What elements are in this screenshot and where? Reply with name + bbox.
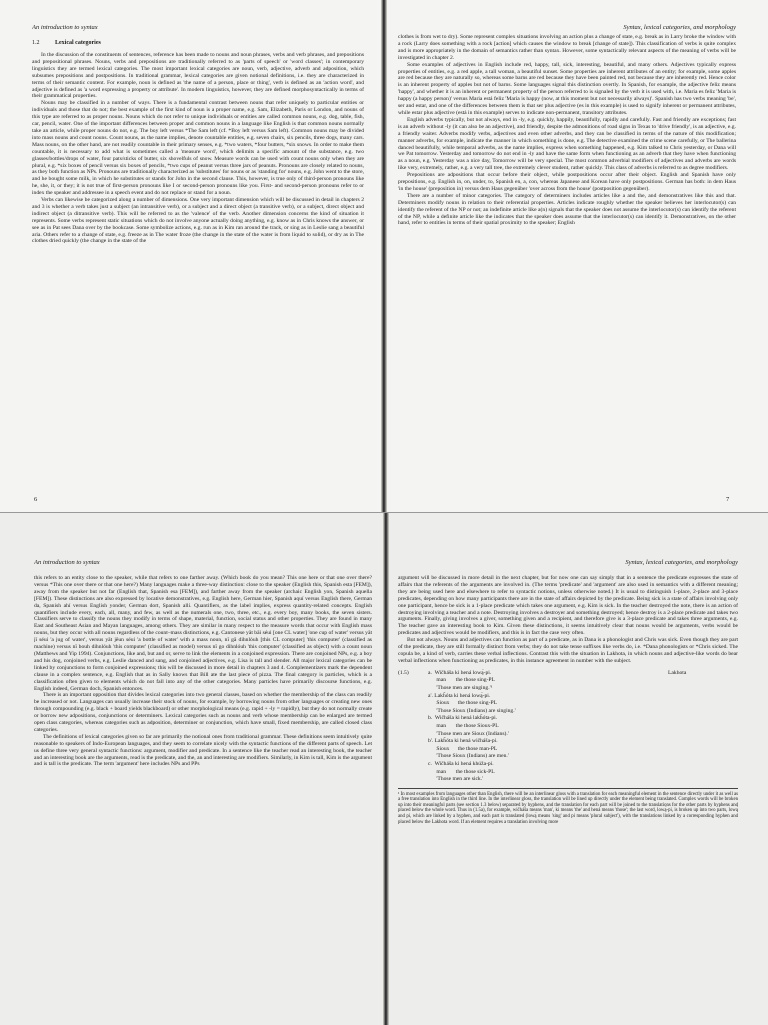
example-line: man the those sick-PL: [428, 768, 495, 775]
example-line: 'Those Sioux (Indians) are men.': [428, 753, 509, 760]
paragraph: In the discussion of the constituents of sentences, reference has been made to nouns and noun phrases, verbs and verb phrases, and prepositions and prepositional phrases. Nouns, verbs and prepositions are traditionally referred to as 'parts of speech' or 'word classes'; in contemporary linguistics they are termed lexical categories. The most important lexical categories are noun, verb, adjective, adverb and adposition, which subsumes prepositions and postpositions. In traditional grammar, lexical categories are given notional definitions, i.e. they are characterized in terms of their semantic content. For example, noun is defined as 'the name of a person, place or thing', verb is defined as an 'action word', and adjective is defined as 'a word expressing a property or attribute'. In modern linguistics, however, they are defined morphosyntactically in terms of their grammatical properties.: [32, 52, 364, 100]
paragraph: English adverbs typically, but not always, end in -ly, e.g. quickly, happily, beautifully, rapidly and carefully. Fast and friendly are exceptions; fast is an adverb without -ly (it can also be an adjective), and friendly, despite the admonitions of road signs in Texas to 'drive friendly', is an adjective, e.g. a friendly waiter. Adverbs modify verbs, adjectives and even other adverbs, and they can be classified in terms of the nature of this modification; manner adverbs, for example, indicate the manner in which something is done, e.g. The detective examined the crime scene carefully, or The ballerina danced beautifully, while temporal adverbs, as the name implies, express when something happened, e.g. Kim talked to Chris yesterday, or Dana will we Pat tomorrow. Yesterday and tomorrow do not end in -ly and have the same form when functioning as an adverb that they have when functioning as a noun, e.g. Yesterday was a nice day, Tomorrow will be very special. The most common adverbial modifiers of adjectives and adverbs are words like very, extremely, rather, e.g. a very tall tree, the extremely clever student, rather quickly. This class of adverbs is referred to as degree modifiers.: [398, 116, 736, 172]
book-spread-pages-8-9: [0, 512, 768, 1025]
page-number: 6: [34, 496, 38, 503]
example-line: 'Those Sioux (Indians) are singing.': [428, 707, 516, 714]
paragraph: But not always. Nouns and adjectives can function as part of a predicate, as in Dana is a phonologist and Chris was sick. Even though they are part of the predicate, they are still formally distinct from verbs; they do not take tense suffixes like verbs do, i.e. *Dana phonologists or *Chris sicked. The copula be, a kind of verb, carries these verbal inflections. Contrast this with the situation in Lakhota, in which nouns and adjective-like words do bear verbal inflections when functioning as predicates, in this instance agreement in number with the subject.: [398, 637, 738, 664]
page-9: [398, 559, 738, 1025]
example-line: Sioux the those man-PL: [428, 745, 498, 752]
page-7: [398, 24, 736, 512]
book-gutter: [381, 0, 387, 512]
paragraph: There are a number of minor categories. The category of determiners includes articles like a and the, and demonstratives like this and that. Determiners modify nouns in relation to their referential properties. Articles indicate roughly whether the speaker believes her interlocutor(s) can identify the referent of the NP or not; an indefinite article like a(n) signals that the speaker does not assume the interlocutor(s) can identify the referent of the NP, while a definite article like the indicates that the speaker does assume that the interlocutor(s) can identify it. Demonstratives, on the other hand, refer to entities in terms of their spatial proximity to the speaker; English: [398, 192, 736, 227]
section-heading: [32, 40, 364, 46]
paragraph: argument will be discussed in more detail in the next chapter, but for now one can say simply that in a sentence the predicate expresses the state of affairs that the referents of the arguments are involved in. (The terms 'predicate' and 'argument' are also used in semantics with a different meaning; they are being used here and elsewhere to refer to syntactic notions, unless otherwise noted.) It is usual to distinguish 1-place, 2-place and 3-place predicates, depending on how many participants there are in the state of affairs depicted by the predicate. Being sick is a state of affairs involving only one participant, hence be sick is a 1-place predicate which takes one argument, e.g. Kim is sick. In the teacher destroyed the note, there is an action of destroying involving a teacher and a note. Destroying involves a destroyer and something destroyed; hence destroy is a 2-place predicate and takes two arguments. Finally, giving involves a giver, something given and a recipient, and therefore give is a 3-place predicate and takes three arguments, e.g. The teacher gave an interesting book to Kim. Given these distinctions, it seems intuitively clear that nouns would be arguments, verbs would be predicates and adjectives would be modifiers, and this is in fact the case very often.: [398, 575, 738, 637]
page-number: 7: [726, 496, 730, 503]
paragraph: Verbs can likewise be categorized along a number of dimensions. One very important dimension which will be discussed in detail in chapters 2 and 3 is whether a verb takes just a subject (an intransitive verb), or a subject and a direct object (a transitive verb), or a subject, direct object and indirect object (a ditransitive verb). This will be referred to as the 'valence' of the verb. Another dimension concerns the kind of situation it represents. Some verbs represent static situations which do not involve anyone actually doing anything, e.g. know as in Chris knows the answer, or see as in Pat sees Dana over by the bookcase. Some symbolize actions, e.g. run as in Kim ran around the track, or sing as in Leslie sang a beautiful aria. Others refer to a change of state, e.g. freeze as in The water froze (the change in the state of the water is from liquid to solid), or dry as in The clothes dried quickly (the change in the state of the: [32, 197, 364, 245]
example-line: b. Wičháša ki hená lakȟóta-pi.: [428, 715, 498, 722]
paragraph: Prepositions are adpositions that occur before their object, while postpositions occur after their object. English and Spanish have only prepositions, e.g. English in, on, under, to, Spanish en, a, con, whereas Japanese and Korean have only postpositions. German has both: in dem Haus 'in the house' (preposition in) versus dem Haus gegenüber 'over across from the house' (postposition gegenüber).: [398, 172, 736, 192]
example-line: 'Those men are sick.': [428, 776, 484, 783]
paragraph: this refers to an entity close to the speaker, while that refers to one farther away. (Which book do you mean? This one here or that one over there? versus *This one over there or that one here?) Many languages make a three-way distinction: close to the speaker (English this, Spanish esta [FEM]), away from the speaker but not far (English that, Spanish esa [FEM]), and farther away from the speaker (archaic English yon, Spanish aquella [FEM]). These distinctions are also expressed by locative demonstratives, e.g. English here, German hier, Spanish aquí versus English there, German da, Spanish ahí versus English yonder, German dort, Spanish allí. Quantifiers, as the label implies, express quantity-related concepts. English quantifiers include every, each, all, many, and few, as well as the numerals one, two, three, etc., e.g. every boy, many books, the seven sisters. Classifiers serve to classify the nouns they modify in terms of shape, material, function, social status and other properties. They are found in many East and Southeast Asian and Mayan languages, among others. They are similar in many respect to the measure words that occur with English mass nouns, but they occur with all nouns regardless of the count–mass distinctions, e.g. Cantonese yāt bāi séui [one CL water] 'one cup of water' versus yāt jī séui 'a jug of water', versus yāt jēun séui 'a bottle of water' with a mass noun, nī gā dihnlóuh [this CL computer] 'this computer' (classified as machine) versus nī bouh dihnlóuh 'this computer' (classified as model) versus nī go dihnlóuh 'this computer' (classified as object) with a count noun (Matthews and Yip 1994). Conjunctions, like and, but and or, serve to link the elements in a conjoined expression. There are conjoined NPs, e.g. a boy and his dog, conjoined verbs, e.g. Leslie danced and sang, and conjoined adjectives, e.g. Lisa is tall and slender. All major lexical categories can be linked by conjunctions to form conjoined expressions; this will be discussed in more detail in chapters 3 and 4. Complementizers mark the dependent clause in a complex sentence, e.g. English that as in Sally knows that Bill ate the last piece of pizza. The final category is particles, which is a classification often given to elements which do not fall into any of the other categories. Many particles have primarily discourse functions, e.g. English indeed, German doch, Spanish entonces.: [34, 575, 372, 692]
example-line: 'Those men are singing.'¹: [428, 684, 493, 691]
example-block: [398, 670, 738, 784]
example-line: c. Wičháša ki hená khúža-pi.: [428, 760, 494, 767]
book-gutter: [383, 513, 389, 1025]
paragraph: There is an important opposition that divides lexical categories into two general classes, based on whether the membership of the class can readily be increased or not. Languages can usually increase their stock of nouns, for example, by borrowing nouns from other languages or creating new ones through compounding (e.g. black + board yields blackboard) or other morphological means (e.g. rapid + -ly = rapidly), but they do not normally create or borrow new adpositions, conjunctions or determiners. Lexical categories such as nouns and verb whose membership can be enlarged are termed open class categories, whereas categories such as adposition, determiner or conjunction, which have small, fixed membership, are called closed class categories.: [34, 692, 372, 733]
example-line: man the those Sioux-PL: [428, 722, 499, 729]
footnote: ¹ In most examples from languages other than English, there will be an interlinear gloss with a translation for each meaningful element in the sentence directly under it as well as a free translation into English in the third line. In the interlinear gloss, the translation will be lined up directly under the element being translated. Complex words will be broken up into their meaningful parts (see section 1.3 below) separated by hyphens, and the translation for each part will be joined to the translations for the other parts by hyphens and placed below the whole word. Thus in (1.5a), for example, wičháša means 'man', ki means 'the' and hená means 'those'; the last word, lową́-pi, is broken up into two parts, lową́ and pi, which are linked by a hyphen, and each part is translated (lową́ means 'sing' and pi means 'plural subject'), with the translations linked by a corresponding hyphen and placed below the Lakhota word. If an element requires a translation involving more: [398, 788, 738, 826]
paragraph: clothes is from wet to dry). Some represent complex situations involving an action plus a change of state, e.g. break as in Larry broke the window with a rock (Larry does something with a rock [action] which causes the window to break [change of state]). This classification of verbs is quite complex and is more appropriately in the domain of semantics rather than syntax. However, some syntactically relevant aspects of the meaning of verbs will be investigated in chapter 2.: [398, 34, 736, 61]
example-number: (1.5): [398, 669, 409, 676]
body-text: [398, 575, 738, 665]
body-text: [398, 34, 736, 227]
example-line: man the those sing-PL: [428, 677, 495, 684]
page-8: [34, 559, 372, 1025]
running-header: An introduction to syntax: [32, 24, 98, 31]
example-lines: [428, 670, 668, 784]
section-title: Lexical categories: [55, 40, 101, 46]
section-number: 1.2: [32, 40, 40, 46]
body-text: [34, 575, 372, 768]
example-language: Lakhota: [668, 669, 687, 676]
example-line: a. Wičháša ki hená lową́-pi.: [428, 669, 492, 676]
example-line: a'. Lakȟóta ki hená lową́-pi.: [428, 692, 491, 699]
example-line: 'Those men are Sioux (Indians).': [428, 730, 509, 737]
paragraph: Some examples of adjectives in English include red, happy, tall, sick, interesting, beautiful, and many others. Adjectives typically express properties of entities, e.g. a red apple, a tall woman, a beautiful sunset. Some properties are inherent attributes of an entity; for example, some apples are red because they are naturally so, whereas some barns are red because they have been painted red, not because they are inherently red. Hence color is an inherent property of apples but not of barns. Some languages signal this distinction overtly. In Spanish, for example, the adjective feliz means 'happy', and whether it is an inherent or permanent property of the person referred to is signaled by the verb it is used with, i.e. Maria es feliz 'Maria is happy (a happy person)' versus Maria está feliz 'Maria is happy (now, at this moment but not necessarily always)'. Spanish has two verbs meaning 'be', ser and estar, and one of the differences between them is that ser plus adjective (es in this example) is used to signify inherent or permanent attributes, while estar plus adjective (está in this example) serves to indicate non-permanent, transitory attributes.: [398, 61, 736, 116]
page-6: [32, 24, 364, 512]
running-header: An introduction to syntax: [34, 559, 100, 566]
example-line: b'. Lakȟóta ki hená wičháša-pi.: [428, 738, 498, 745]
running-header: Syntax, lexical categories, and morphology: [625, 559, 738, 566]
body-text: [32, 52, 364, 245]
running-header: Syntax, lexical categories, and morphology: [623, 24, 736, 31]
paragraph: The definitions of lexical categories given so far are primarily the notional ones from traditional grammar. These definitions seem intuitively quite reasonable to speakers of Indo-European languages, and they seem to correlate nicely with the syntactic functions of the different parts of speech. Let us define three very general syntactic functions: argument, modifier and predicate. In a sentence like the teacher read an interesting book, the teacher and an interesting book are the arguments, read is the predicate, and the, an and interesting are modifiers. Similarly, in Kim is tall, Kim is the argument and is tall is the predicate. The term 'argument' here includes NPs and PPs: [34, 733, 372, 768]
book-spread-pages-6-7: [0, 0, 768, 512]
example-line: Sioux the those sing-PL: [428, 700, 497, 707]
paragraph: Nouns may be classified in a number of ways. There is a fundamental contrast between nouns that refer uniquely to particular entities or individuals and those that do not; the best example of the first kind of noun is a proper name, e.g. Sam, Elizabeth, Paris or London, and nouns of this type are referred to as proper nouns. Nouns which do not refer to unique individuals or entities are called common nouns, e.g. dog, table, fish, car, pencil, water. One of the important differences between proper and common nouns in a language like English is that common nouns normally take an article, while proper nouns do not, e.g. The boy left versus *The Sam left (cf. *Boy left versus Sam left). Common nouns may be divided into mass nouns and count nouns. Count nouns, as the name implies, denote countable entities, e.g. seven chairs, six pencils, three dogs, many cars. Mass nouns, on the other hand, are not readily countable in their primary senses, e.g. *two waters, *four butters, *six snows. In order to make them countable, it is necessary to add what is sometimes called a 'measure word', which delimits a specific amount of the substance, e.g. two glasses/bottles/drops of water, four pats/sticks of butter, six shovelfuls of snow. Measure words can be used with count nouns only when they are plural, e.g. *six boxes of pencil versus six boxes of pencils, *two cups of peanut versus three jars of peanuts. Pronouns are closely related to nouns, as they both function as NPs. Pronouns are traditionally characterized as 'substitutes' for nouns or as 'standing for' nouns, e.g. John went to the store, and he bought some milk, in which he substitutes or stands for John in the second clause. This, however, is true only of third-person pronouns like he, she, it, or they; it is not true of first-person pronouns like I or second-person pronouns like you. First- and second-person pronouns refer to or index the speaker and addressee in a speech event and do not replace or stand for a noun.: [32, 100, 364, 197]
